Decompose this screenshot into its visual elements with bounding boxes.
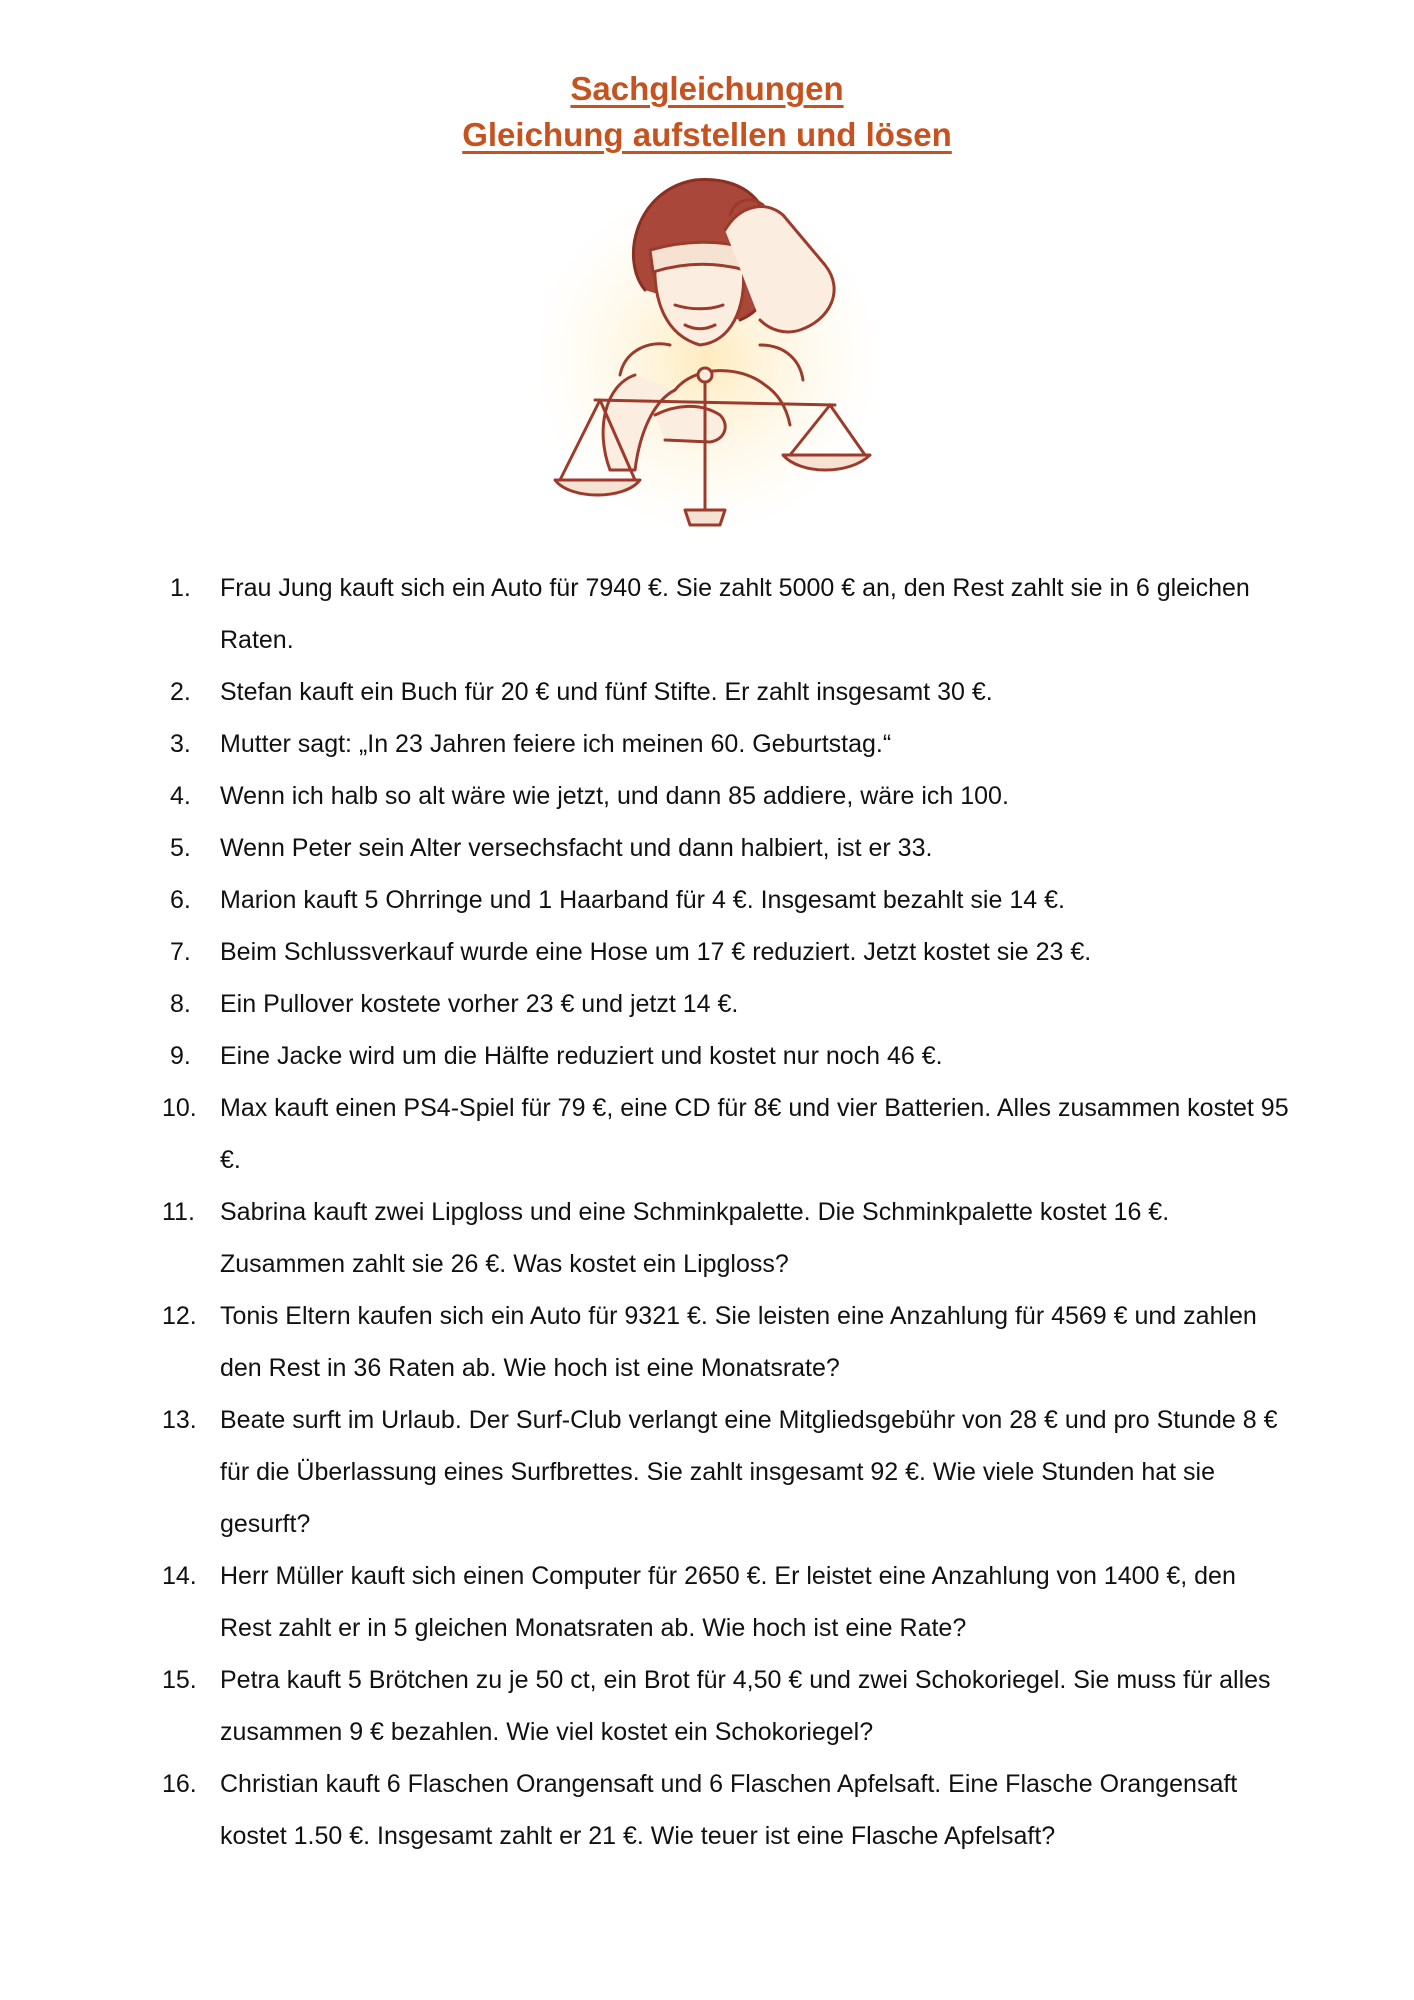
list-item <box>170 1030 1290 1082</box>
task-number: 2. <box>170 678 191 706</box>
task-list <box>162 562 1290 1862</box>
task-text: Petra kauft 5 Brötchen zu je 50 ct, ein Brot für 4,50 € und zwei Schokoriegel. Sie muss für alles zusammen 9 € bezahlen. Wie viel kostet ein Schokoriegel? <box>220 1666 1271 1746</box>
list-item <box>170 978 1290 1030</box>
task-text: Beate surft im Urlaub. Der Surf-Club verlangt eine Mitgliedsgebühr von 28 € und pro Stunde 8 € für die Überlassung eines Surfbrettes. Sie zahlt insgesamt 92 €. Wie viele Stunden hat sie gesurft? <box>220 1406 1278 1538</box>
task-number: 5. <box>170 834 191 862</box>
list-item <box>170 822 1290 874</box>
list-item <box>170 770 1290 822</box>
task-text: Beim Schlussverkauf wurde eine Hose um 17 € reduziert. Jetzt kostet sie 23 €. <box>220 938 1092 966</box>
list-item <box>162 1758 1290 1862</box>
task-number: 7. <box>170 938 191 966</box>
list-item <box>170 718 1290 770</box>
list-item <box>162 1290 1290 1394</box>
task-number: 16. <box>162 1770 197 1798</box>
task-number: 13. <box>162 1406 197 1434</box>
list-item <box>162 1550 1290 1654</box>
task-text: Frau Jung kauft sich ein Auto für 7940 €. Sie zahlt 5000 € an, den Rest zahlt sie in 6 gleichen Raten. <box>220 574 1250 654</box>
list-item <box>170 666 1290 718</box>
task-number: 1. <box>170 574 191 602</box>
list-item <box>162 1394 1290 1550</box>
task-text: Sabrina kauft zwei Lipgloss und eine Schminkpalette. Die Schminkpalette kostet 16 €. Zusammen zahlt sie 26 €. Was kostet ein Lipgloss? <box>220 1198 1170 1278</box>
page-title: Sachgleichungen <box>570 70 844 107</box>
list-item <box>170 926 1290 978</box>
task-text: Wenn Peter sein Alter versechsfacht und dann halbiert, ist er 33. <box>220 834 933 862</box>
task-number: 15. <box>162 1666 197 1694</box>
task-text: Mutter sagt: „In 23 Jahren feiere ich meinen 60. Geburtstag.“ <box>220 730 892 758</box>
task-text: Max kauft einen PS4-Spiel für 79 €, eine CD für 8€ und vier Batterien. Alles zusammen kostet 95 €. <box>220 1094 1289 1174</box>
task-number: 3. <box>170 730 191 758</box>
task-text: Herr Müller kauft sich einen Computer für 2650 €. Er leistet eine Anzahlung von 1400 €, den Rest zahlt er in 5 gleichen Monatsraten ab. Wie hoch ist eine Rate? <box>220 1562 1236 1642</box>
task-number: 10. <box>162 1094 197 1122</box>
task-number: 11. <box>162 1198 195 1226</box>
task-text: Eine Jacke wird um die Hälfte reduziert und kostet nur noch 46 €. <box>220 1042 943 1070</box>
task-number: 12. <box>162 1302 197 1330</box>
list-item <box>170 874 1290 926</box>
list-item <box>162 1186 1290 1290</box>
task-number: 4. <box>170 782 191 810</box>
task-text: Stefan kauft ein Buch für 20 € und fünf Stifte. Er zahlt insgesamt 30 €. <box>220 678 993 706</box>
task-number: 6. <box>170 886 191 914</box>
task-text: Wenn ich halb so alt wäre wie jetzt, und dann 85 addiere, wäre ich 100. <box>220 782 1009 810</box>
task-number: 14. <box>162 1562 197 1590</box>
task-text: Tonis Eltern kaufen sich ein Auto für 9321 €. Sie leisten eine Anzahlung für 4569 € und zahlen den Rest in 36 Raten ab. Wie hoch ist eine Monatsrate? <box>220 1302 1257 1382</box>
list-item <box>162 1654 1290 1758</box>
page-subtitle: Gleichung aufstellen und lösen <box>462 116 952 153</box>
task-text: Ein Pullover kostete vorher 23 € und jetzt 14 €. <box>220 990 739 1018</box>
task-number: 9. <box>170 1042 191 1070</box>
task-text: Marion kauft 5 Ohrringe und 1 Haarband für 4 €. Insgesamt bezahlt sie 14 €. <box>220 886 1065 914</box>
task-text: Christian kauft 6 Flaschen Orangensaft und 6 Flaschen Apfelsaft. Eine Flasche Orangensaft kostet 1.50 €. Insgesamt zahlt er 21 €. Wie teuer ist eine Flasche Apfelsaft? <box>220 1770 1238 1850</box>
list-item <box>170 562 1290 666</box>
justitia-scales-illustration <box>525 170 890 540</box>
list-item <box>162 1082 1290 1186</box>
task-number: 8. <box>170 990 191 1018</box>
